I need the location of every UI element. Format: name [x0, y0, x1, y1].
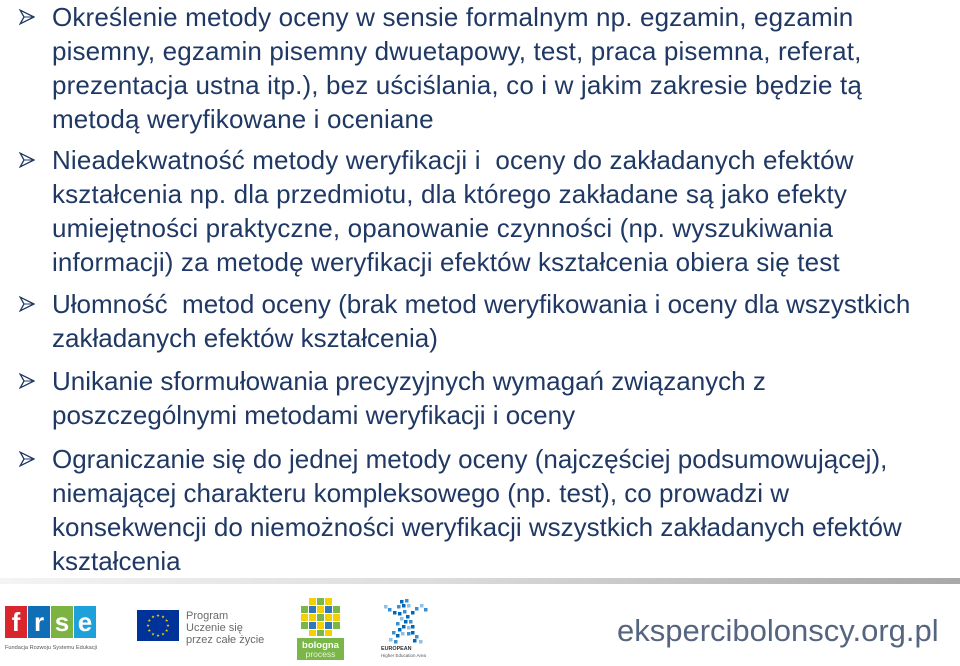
frse-logo: [5, 606, 101, 658]
bullet-item: [0, 143, 940, 277]
bullet-line: niemającej charakteru kompleksowego (np. test), co prowadzi w: [52, 478, 790, 508]
ehea-dots: [384, 599, 428, 644]
bologna-squares: [301, 598, 340, 636]
bullet-line: pisemny, egzamin pisemny dwuetapowy, test, praca pisemna, referat,: [52, 36, 862, 66]
footer-divider: [0, 578, 960, 584]
bullet-text: [52, 364, 766, 432]
bullet-line: prezentacja ustna itp.), bez uściślania, co i w jakim zakresie będzie tą: [52, 70, 862, 100]
frse-letter-s: s: [51, 606, 73, 638]
bullet-line: Unikanie sformułowania precyzyjnych wymagań związanych z: [52, 366, 766, 396]
bullet-line: Ułomność metod oceny (brak metod weryfikowania i oceny dla wszystkich: [52, 289, 911, 319]
arrow-bullet-icon: [19, 373, 35, 389]
bullet-line: informacji) za metodę weryfikacji efektów kształcenia obiera się test: [52, 247, 840, 277]
bullet-line: umiejętności praktyczne, opanowanie czynności (np. wyszukiwania: [52, 213, 834, 243]
bullet-item: [0, 364, 940, 430]
bullet-line: poszczególnymi metodami weryfikacji i oceny: [52, 400, 576, 430]
llp-program-label: [186, 610, 276, 646]
arrow-bullet-icon: [19, 9, 35, 25]
bullet-text: [52, 442, 902, 578]
ehea-area-text: Higher Education Area: [381, 653, 427, 658]
bullet-line: Ograniczanie się do jednej metody oceny (najczęściej podsumowującej),: [52, 444, 888, 474]
process-text: process: [305, 649, 336, 659]
bologna-process-logo: [297, 597, 344, 660]
bullet-text: [52, 287, 910, 355]
frse-caption: Fundacja Rozwoju Systemu Edukacji: [5, 645, 98, 651]
bullet-item: [0, 442, 940, 576]
website-label: ekspercibolonscy.org.pl: [617, 613, 939, 648]
bullet-text: [52, 0, 862, 136]
ehea-european-text: EUROPEAN: [381, 646, 412, 652]
llp-line: Program: [186, 610, 229, 622]
bullet-item: [0, 0, 940, 134]
bullet-line: Nieadekwatność metody weryfikacji i oceny do zakładanych efektów: [52, 145, 854, 175]
arrow-bullet-icon: [19, 152, 35, 168]
bullet-line: konsekwencji do niemożności weryfikacji wszystkich zakładanych efektów: [52, 512, 902, 542]
llp-line: przez całe życie: [186, 634, 265, 646]
bullet-text: [52, 143, 854, 279]
bullet-item: [0, 287, 940, 353]
bullet-line: metodą weryfikowane i oceniane: [52, 104, 434, 134]
bullet-line: Określenie metody oceny w sensie formalnym np. egzamin, egzamin: [52, 2, 854, 32]
bologna-text: bologna: [302, 640, 339, 651]
frse-letter-r: r: [28, 606, 50, 638]
arrow-bullet-icon: [19, 296, 35, 312]
eu-flag-icon: [137, 610, 179, 641]
bullet-line: kształcenia: [52, 546, 181, 576]
arrow-bullet-icon: [19, 451, 35, 467]
bullet-line: zakładanych efektów kształcenia): [52, 323, 438, 353]
frse-letter-e: e: [74, 606, 96, 638]
frse-letter-f: f: [5, 606, 27, 638]
bullet-line: kształcenia np. dla przedmiotu, dla którego zakładane są jako efekty: [52, 179, 847, 209]
ehea-logo: [378, 598, 434, 660]
frse-letters: [5, 606, 101, 638]
llp-line: Uczenie się: [186, 622, 243, 634]
